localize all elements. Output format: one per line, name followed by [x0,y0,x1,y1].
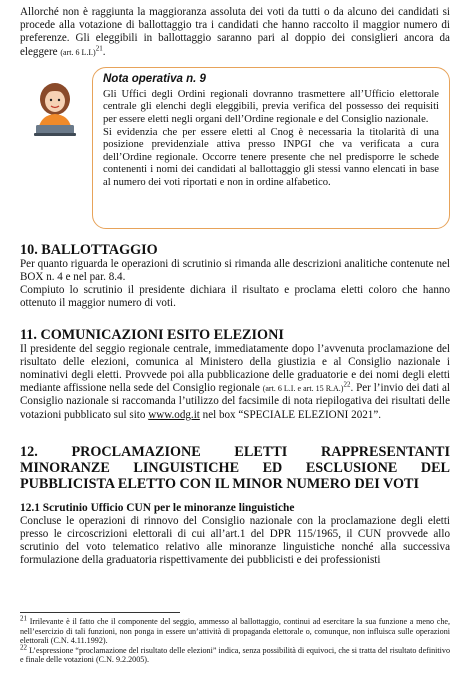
section-10-paragraph-1: Per quanto riguarda le operazioni di scrutinio si rimanda alle descrizioni analitiche contenute nel BOX n. 4 e nel par. 8.4. [20,257,450,284]
section-10-paragraph-2: Compiuto lo scrutinio il presidente dichiara il risultato e proclama eletti coloro che hanno ottenuto il maggior numero di voti. [20,284,450,310]
section-12-1-paragraph: Concluse le operazioni di rinnovo del Consiglio nazionale con la proclamazione degli eletti presso le circoscrizioni elettorali di cui all’art.1 del DPR 115/1965, il CUN provvede allo scrutinio del voto telematico relativo alle minoranze linguistiche nonché alla successiva formulazione della graduatoria rispettivamente dei pubblicisti e dei professionisti [20,514,450,567]
woman-at-laptop-icon [30,79,80,139]
footnote-ref-21[interactable]: 21 [95,43,103,52]
note-title: Nota operativa n. 9 [103,72,206,85]
intro-paragraph: Allorché non è raggiunta la maggioranza assoluta dei voti da tutti o da alcuno dei candidati si procede alla votazione di ballottaggio tra i candidati che hanno raccolto il maggior numero di preferenze. Gli eleggibili in ballottaggio saranno pari al doppio dei consiglieri ancora da eleggere (art. 6 L.I.)$^{21}$. [20,6,450,58]
note-paragraph-1: Gli Uffici degli Ordini regionali dovranno trasmettere all’Ufficio elettorale centrale gli elenchi degli eleggibili, previa verifica del possesso dei requisiti per essere eletti negli organi dell’Ordine regionale e del Consiglio nazionale. [103,88,439,125]
section-12-heading: 12. PROCLAMAZIONE ELETTI RAPPRESENTANTI MINORANZE LINGUISTICHE ED ESCLUSIONE DEL PUBBLICISTA ELETTO CON IL MINOR NUMERO DEI VOTI [20,443,450,492]
intro-reference: (art. 6 L.I.) [60,47,96,57]
section-10-heading: 10. BALLOTTAGGIO [20,241,158,258]
section-12-1-heading: 12.1 Scrutinio Ufficio CUN per le minoranze linguistiche [20,501,295,514]
footnote-ref-22[interactable]: 22 [343,380,351,389]
footnote-21: $^{21}$ Irrilevante è il fatto che il componente del seggio, ammesso al ballottaggio, continui ad esercitare la sua funzione a meno che, nell’esercizio di tali funzioni, non ponga in essere un’attività di propaganda elettorale o, comunque, non influisca sulle operazioni elettorali (C.N. 4.11.1992). [20,614,451,646]
odg-website-link[interactable]: www.odg.it [148,408,200,421]
footnote-divider [20,612,180,613]
section-11-heading: 11. COMUNICAZIONI ESITO ELEZIONI [20,326,284,343]
section-11-paragraph: Il presidente del seggio regionale centrale, immediatamente dopo l’avvenuta proclamazione del risultato delle elezioni, comunica al Ministero della giustizia e al Consiglio nazionale i nominativi degli eletti. Provvede poi alla pubblicazione delle graduatorie e dei nomi degli eletti mediante affissione nella sede del Consiglio regionale (art. 6 L.I. e art. 15 R.A.)$^{22}$. Per l’invio dei dati al Consiglio nazionale si raccomanda l’utilizzo del facsimile di nota riepilogativa dei risultati delle votazioni pubblicato sul sito www.odg.it nel box “SPECIALE ELEZIONI 2021”. [20,342,450,421]
footnote-22: $^{22}$ L’espressione “proclamazione del risultato delle elezioni” indica, senza possibilità di equivoci, che si tratta del risultato definitivo e finale delle votazioni (C.N. 9.2.2005). [20,643,450,665]
footnotes [20,614,451,665]
operative-note [20,67,450,233]
note-paragraph-2: Si evidenzia che per essere eletti al Cnog è necessaria la titolarità di una posizione previdenziale attiva presso INPGI che va verificata a cura dell’Ordine regionale. Occorre tenere presente che nel predisporre le schede contenenti i nomi dei candidati al ballottaggio gli stessi vanno elencati in base al numero dei voti riportati e non in ordine alfabetico. [103,126,439,188]
note-box [92,67,450,229]
section-11-reference: (art. 6 L.I. e art. 15 R.A.) [262,384,344,394]
